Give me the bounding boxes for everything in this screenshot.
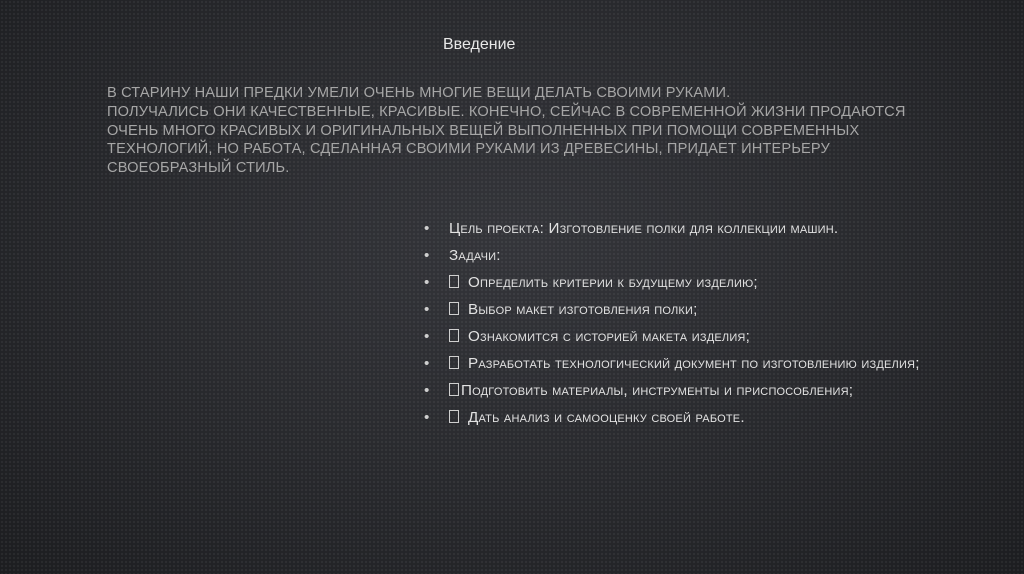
missing-glyph-box-icon (449, 383, 459, 396)
missing-glyph-box-icon (449, 275, 459, 288)
missing-glyph-box-icon (449, 410, 459, 423)
bullet-task-materials (424, 382, 994, 400)
bullet-dot-icon: • (424, 355, 430, 372)
missing-glyph-box-icon (449, 329, 459, 342)
intro-line: СВОЕОБРАЗНЫЙ СТИЛЬ. (107, 160, 290, 177)
bullet-text: Выбор макет изготовления полки; (468, 301, 698, 318)
bullet-dot-icon: • (424, 274, 430, 291)
bullet-dot-icon: • (424, 220, 430, 237)
bullet-text: Дать анализ и самооценку своей работе. (468, 409, 745, 426)
bullet-text: Подготовить материалы, инструменты и приспособления; (461, 382, 854, 399)
bullet-text: Цель проекта: Изготовление полки для коллекции машин. (449, 220, 839, 237)
missing-glyph-box-icon (449, 302, 459, 315)
bullet-task-analysis (424, 409, 994, 427)
bullet-dot-icon: • (424, 409, 430, 426)
bullet-text: Разработать технологический документ по изготовлению изделия; (468, 355, 920, 372)
bullet-tasks-heading (424, 247, 994, 265)
intro-paragraph (107, 84, 927, 178)
bullet-text: Ознакомится с историей макета изделия; (468, 328, 750, 345)
bullet-dot-icon: • (424, 328, 430, 345)
bullet-task-history (424, 328, 994, 346)
slide-title: Введение (443, 36, 516, 53)
bullet-task-criteria (424, 274, 994, 292)
bullet-dot-icon: • (424, 382, 430, 399)
bullet-text: Задачи: (449, 247, 501, 264)
intro-line: В СТАРИНУ НАШИ ПРЕДКИ УМЕЛИ ОЧЕНЬ МНОГИЕ ВЕЩИ ДЕЛАТЬ СВОИМИ РУКАМИ. (107, 85, 731, 101)
bullet-task-document (424, 355, 994, 373)
bullet-dot-icon: • (424, 247, 430, 264)
project-bullet-list (424, 220, 994, 436)
bullet-project-goal (424, 220, 994, 238)
bullet-text: Определить критерии к будущему изделию; (468, 274, 758, 291)
intro-line: ОЧЕНЬ МНОГО КРАСИВЫХ И ОРИГИНАЛЬНЫХ ВЕЩЕЙ ВЫПОЛНЕННЫХ ПРИ ПОМОЩИ СОВРЕМЕННЫХ (107, 122, 860, 139)
bullet-dot-icon: • (424, 301, 430, 318)
bullet-task-layout (424, 301, 994, 319)
intro-line: ПОЛУЧАЛИСЬ ОНИ КАЧЕСТВЕННЫЕ, КРАСИВЫЕ. КОНЕЧНО, СЕЙЧАС В СОВРЕМЕННОЙ ЖИЗНИ ПРОДАЮТСЯ (107, 103, 906, 120)
missing-glyph-box-icon (449, 356, 459, 369)
intro-line: ТЕХНОЛОГИЙ, НО РАБОТА, СДЕЛАННАЯ СВОИМИ РУКАМИ ИЗ ДРЕВЕСИНЫ, ПРИДАЕТ ИНТЕРЬЕРУ (107, 141, 830, 158)
